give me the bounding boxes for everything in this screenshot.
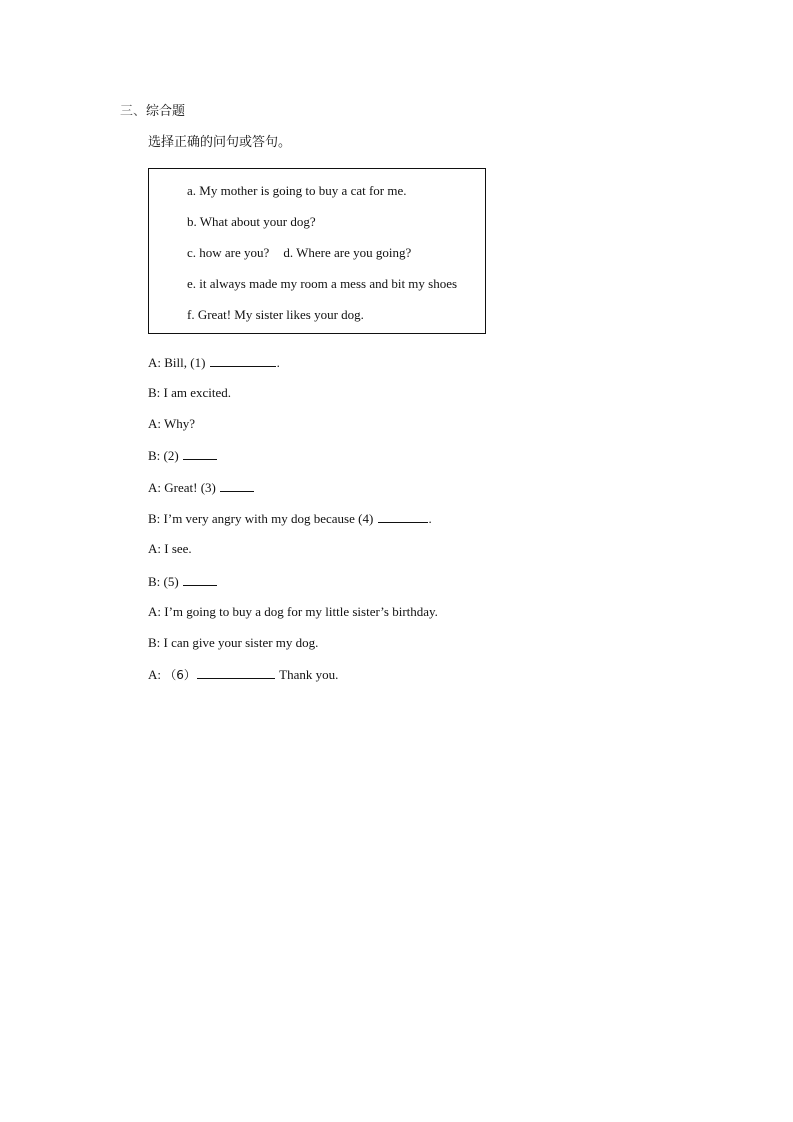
dialog-line-4 bbox=[148, 447, 218, 464]
dialog-text: B: (2) bbox=[148, 448, 182, 463]
answer-blank-1[interactable] bbox=[210, 354, 276, 367]
dialog-line-3: A: Why? bbox=[148, 416, 196, 431]
dialog-text: . bbox=[276, 355, 280, 370]
question-instruction: 选择正确的问句或答句。 bbox=[148, 135, 292, 150]
section-number: 三、 bbox=[120, 104, 147, 119]
option-b: b. What about your dog? bbox=[187, 214, 316, 229]
dialog-line-11 bbox=[148, 666, 338, 683]
dialog-line-6 bbox=[148, 510, 432, 527]
dialog-text: Thank you. bbox=[275, 667, 339, 682]
section-heading bbox=[120, 103, 185, 121]
option-f: f. Great! My sister likes your dog. bbox=[187, 307, 364, 322]
option-row-c-d bbox=[187, 245, 411, 261]
dialog-text: . bbox=[428, 511, 432, 526]
dialog-line-8 bbox=[148, 573, 218, 590]
dialog-text: B: (5) bbox=[148, 574, 182, 589]
dialog-line-1 bbox=[148, 354, 280, 371]
dialog-line-9: A: I’m going to buy a dog for my little sister’s birthday. bbox=[148, 604, 438, 619]
section-title: 综合题 bbox=[146, 104, 186, 119]
dialog-line-2: B: I am excited. bbox=[148, 385, 232, 400]
dialog-text: A: Great! (3) bbox=[148, 480, 220, 495]
dialog-line-7: A: I see. bbox=[148, 541, 192, 556]
dialog-text: A: bbox=[148, 667, 165, 682]
option-d: d. Where are you going? bbox=[283, 245, 412, 260]
dialog-line-5 bbox=[148, 479, 255, 496]
answer-blank-6[interactable] bbox=[197, 666, 275, 679]
option-e: e. it always made my room a mess and bit my shoes bbox=[187, 276, 458, 291]
options-box bbox=[148, 168, 486, 334]
option-a: a. My mother is going to buy a cat for me. bbox=[187, 183, 407, 198]
question-number: （6） bbox=[164, 668, 196, 682]
answer-blank-5[interactable] bbox=[183, 573, 217, 586]
dialog-line-10: B: I can give your sister my dog. bbox=[148, 635, 319, 650]
answer-blank-4[interactable] bbox=[378, 510, 428, 523]
dialog-text: A: Bill, (1) bbox=[148, 355, 209, 370]
option-c: c. how are you? bbox=[187, 245, 270, 260]
dialog-text: B: I’m very angry with my dog because (4) bbox=[148, 511, 377, 526]
answer-blank-2[interactable] bbox=[183, 447, 217, 460]
answer-blank-3[interactable] bbox=[220, 479, 254, 492]
